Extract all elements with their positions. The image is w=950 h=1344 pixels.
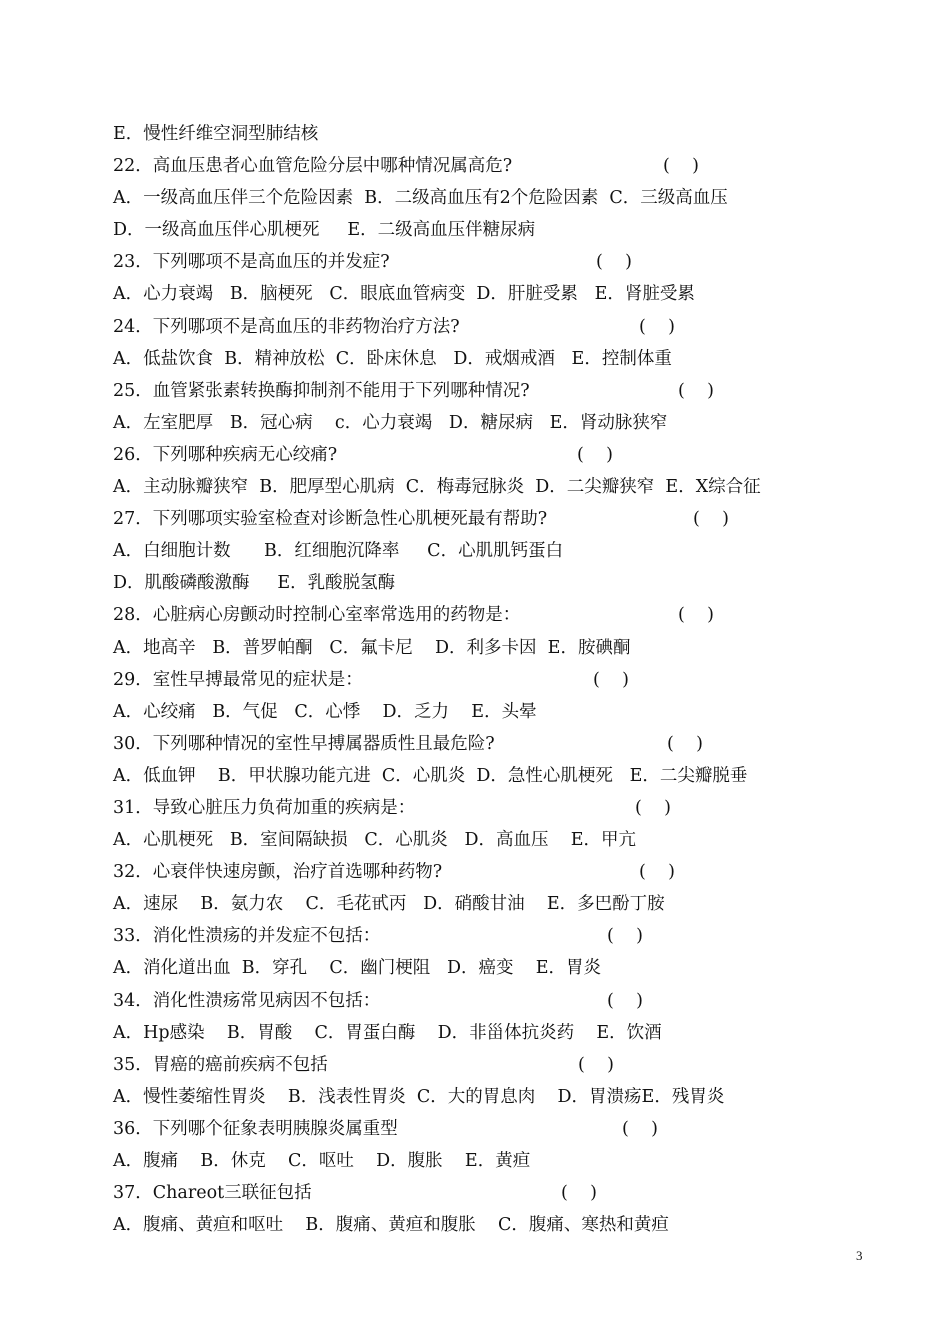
answer-blank: ( )	[607, 926, 643, 947]
answer-blank: ( )	[593, 669, 629, 690]
answer-line	[113, 1017, 833, 1049]
line-text: A．消化道出血 B．穿孔 C．幽门梗阻 D．癌变 E．胃炎	[113, 958, 602, 979]
question-line	[113, 311, 833, 343]
question-line	[113, 1177, 833, 1209]
line-text: 32．心衰伴快速房颤，治疗首选哪种药物?	[113, 862, 443, 883]
line-text: 35．胃癌的癌前疾病不包括	[113, 1054, 328, 1075]
answer-line	[113, 952, 833, 984]
answer-line	[113, 1145, 833, 1177]
answer-line	[113, 535, 833, 567]
question-list	[113, 118, 833, 1241]
answer-line	[113, 632, 833, 664]
line-text: 27．下列哪项实验室检查对诊断急性心肌梗死最有帮助?	[113, 509, 548, 530]
line-text: 23．下列哪项不是高血压的并发症?	[113, 252, 390, 273]
question-line	[113, 246, 833, 278]
line-text: D．一级高血压伴心肌梗死 E．二级高血压伴糖尿病	[113, 220, 536, 241]
answer-line	[113, 182, 833, 214]
answer-line	[113, 278, 833, 310]
answer-blank: ( )	[578, 1054, 614, 1075]
line-text: D．肌酸磷酸激酶 E．乳酸脱氢酶	[113, 573, 396, 594]
question-line	[113, 856, 833, 888]
line-text: 34．消化性溃疡常见病因不包括：	[113, 990, 381, 1011]
answer-blank: ( )	[639, 316, 675, 337]
line-text: A．速尿 B．氨力农 C．毛花甙丙 D．硝酸甘油 E．多巴酚丁胺	[113, 894, 665, 915]
question-line	[113, 1049, 833, 1081]
line-text: 25．血管紧张素转换酶抑制剂不能用于下列哪种情况?	[113, 380, 530, 401]
line-text: A．低盐饮食 B．精神放松 C．卧床休息 D．戒烟戒酒 E．控制体重	[113, 348, 672, 369]
answer-line	[113, 696, 833, 728]
answer-blank: ( )	[596, 252, 632, 273]
question-line	[113, 375, 833, 407]
line-text: 36．下列哪个征象表明胰腺炎属重型	[113, 1118, 398, 1139]
line-text: A．腹痛 B．休克 C．呕吐 D．腹胀 E．黄疸	[113, 1151, 531, 1171]
question-line	[113, 920, 833, 952]
answer-blank: ( )	[561, 1183, 597, 1204]
question-line	[113, 439, 833, 471]
line-text: 31．导致心脏压力负荷加重的疾病是：	[113, 797, 416, 818]
answer-blank: ( )	[663, 156, 699, 177]
answer-blank: ( )	[577, 444, 613, 465]
line-text: 33．消化性溃疡的并发症不包括：	[113, 926, 381, 947]
answer-line	[113, 214, 833, 246]
answer-blank: ( )	[678, 605, 714, 626]
question-line	[113, 985, 833, 1017]
line-text: 37．Chareot三联征包括	[113, 1183, 312, 1204]
question-line	[113, 1113, 833, 1145]
answer-blank: ( )	[678, 380, 714, 401]
line-text: A．地高辛 B．普罗帕酮 C．氟卡尼 D．利多卡因 E．胺碘酮	[113, 637, 631, 658]
answer-line	[113, 888, 833, 920]
question-line	[113, 503, 833, 535]
line-text: 24．下列哪项不是高血压的非药物治疗方法?	[113, 316, 460, 337]
answer-line	[113, 567, 833, 599]
line-text: A．心绞痛 B．气促 C．心悸 D．乏力 E．头晕	[113, 701, 537, 722]
line-text: A．主动脉瓣狭窄 B．肥厚型心肌病 C．梅毒冠脉炎 D．二尖瓣狭窄 E．X综合征	[113, 477, 761, 498]
line-text: 26．下列哪种疾病无心绞痛?	[113, 444, 338, 465]
line-text: A．Hp感染 B．胃酸 C．胃蛋白酶 D．非甾体抗炎药 E．饮酒	[113, 1022, 662, 1043]
line-text: A．慢性萎缩性胃炎 B．浅表性胃炎 C．大的胃息肉 D．胃溃疡E．残胃炎	[113, 1086, 725, 1107]
question-line	[113, 150, 833, 182]
line-text: A．心力衰竭 B．脑梗死 C．眼底血管病变 D．肝脏受累 E．肾脏受累	[113, 284, 695, 305]
line-text: E．慢性纤维空洞型肺结核	[113, 124, 319, 144]
answer-line	[113, 760, 833, 792]
line-text: 30．下列哪种情况的室性早搏属器质性且最危险?	[113, 733, 495, 754]
answer-line	[113, 118, 833, 150]
line-text: A．左室肥厚 B．冠心病 c．心力衰竭 D．糖尿病 E．肾动脉狭窄	[113, 412, 668, 433]
line-text: A．腹痛、黄疸和呕吐 B．腹痛、黄疸和腹胀 C．腹痛、寒热和黄疸	[113, 1215, 669, 1236]
question-line	[113, 792, 833, 824]
line-text: A．低血钾 B．甲状腺功能亢进 C．心肌炎 D．急性心肌梗死 E．二尖瓣脱垂	[113, 765, 748, 786]
answer-line	[113, 407, 833, 439]
line-text: 22．高血压患者心血管危险分层中哪种情况属高危?	[113, 156, 513, 177]
answer-line	[113, 343, 833, 375]
page-number: 3	[856, 1248, 863, 1263]
answer-blank: ( )	[607, 990, 643, 1011]
answer-line	[113, 1081, 833, 1113]
line-text: 29．室性早搏最常见的症状是：	[113, 669, 363, 690]
answer-line	[113, 824, 833, 856]
question-line	[113, 664, 833, 696]
line-text: A．一级高血压伴三个危险因素 B．二级高血压有2个危险因素 C．三级高血压	[113, 188, 728, 209]
answer-line	[113, 471, 833, 503]
answer-line	[113, 1209, 833, 1241]
answer-blank: ( )	[693, 509, 729, 530]
answer-blank: ( )	[635, 797, 671, 818]
line-text: A．心肌梗死 B．室间隔缺损 C．心肌炎 D．高血压 E．甲亢	[113, 830, 637, 851]
question-line	[113, 728, 833, 760]
answer-blank: ( )	[622, 1118, 658, 1139]
answer-blank: ( )	[667, 733, 703, 754]
question-line	[113, 599, 833, 631]
answer-blank: ( )	[639, 862, 675, 883]
line-text: 28．心脏病心房颤动时控制心室率常选用的药物是：	[113, 605, 521, 626]
line-text: A．白细胞计数 B．红细胞沉降率 C．心肌肌钙蛋白	[113, 541, 564, 562]
